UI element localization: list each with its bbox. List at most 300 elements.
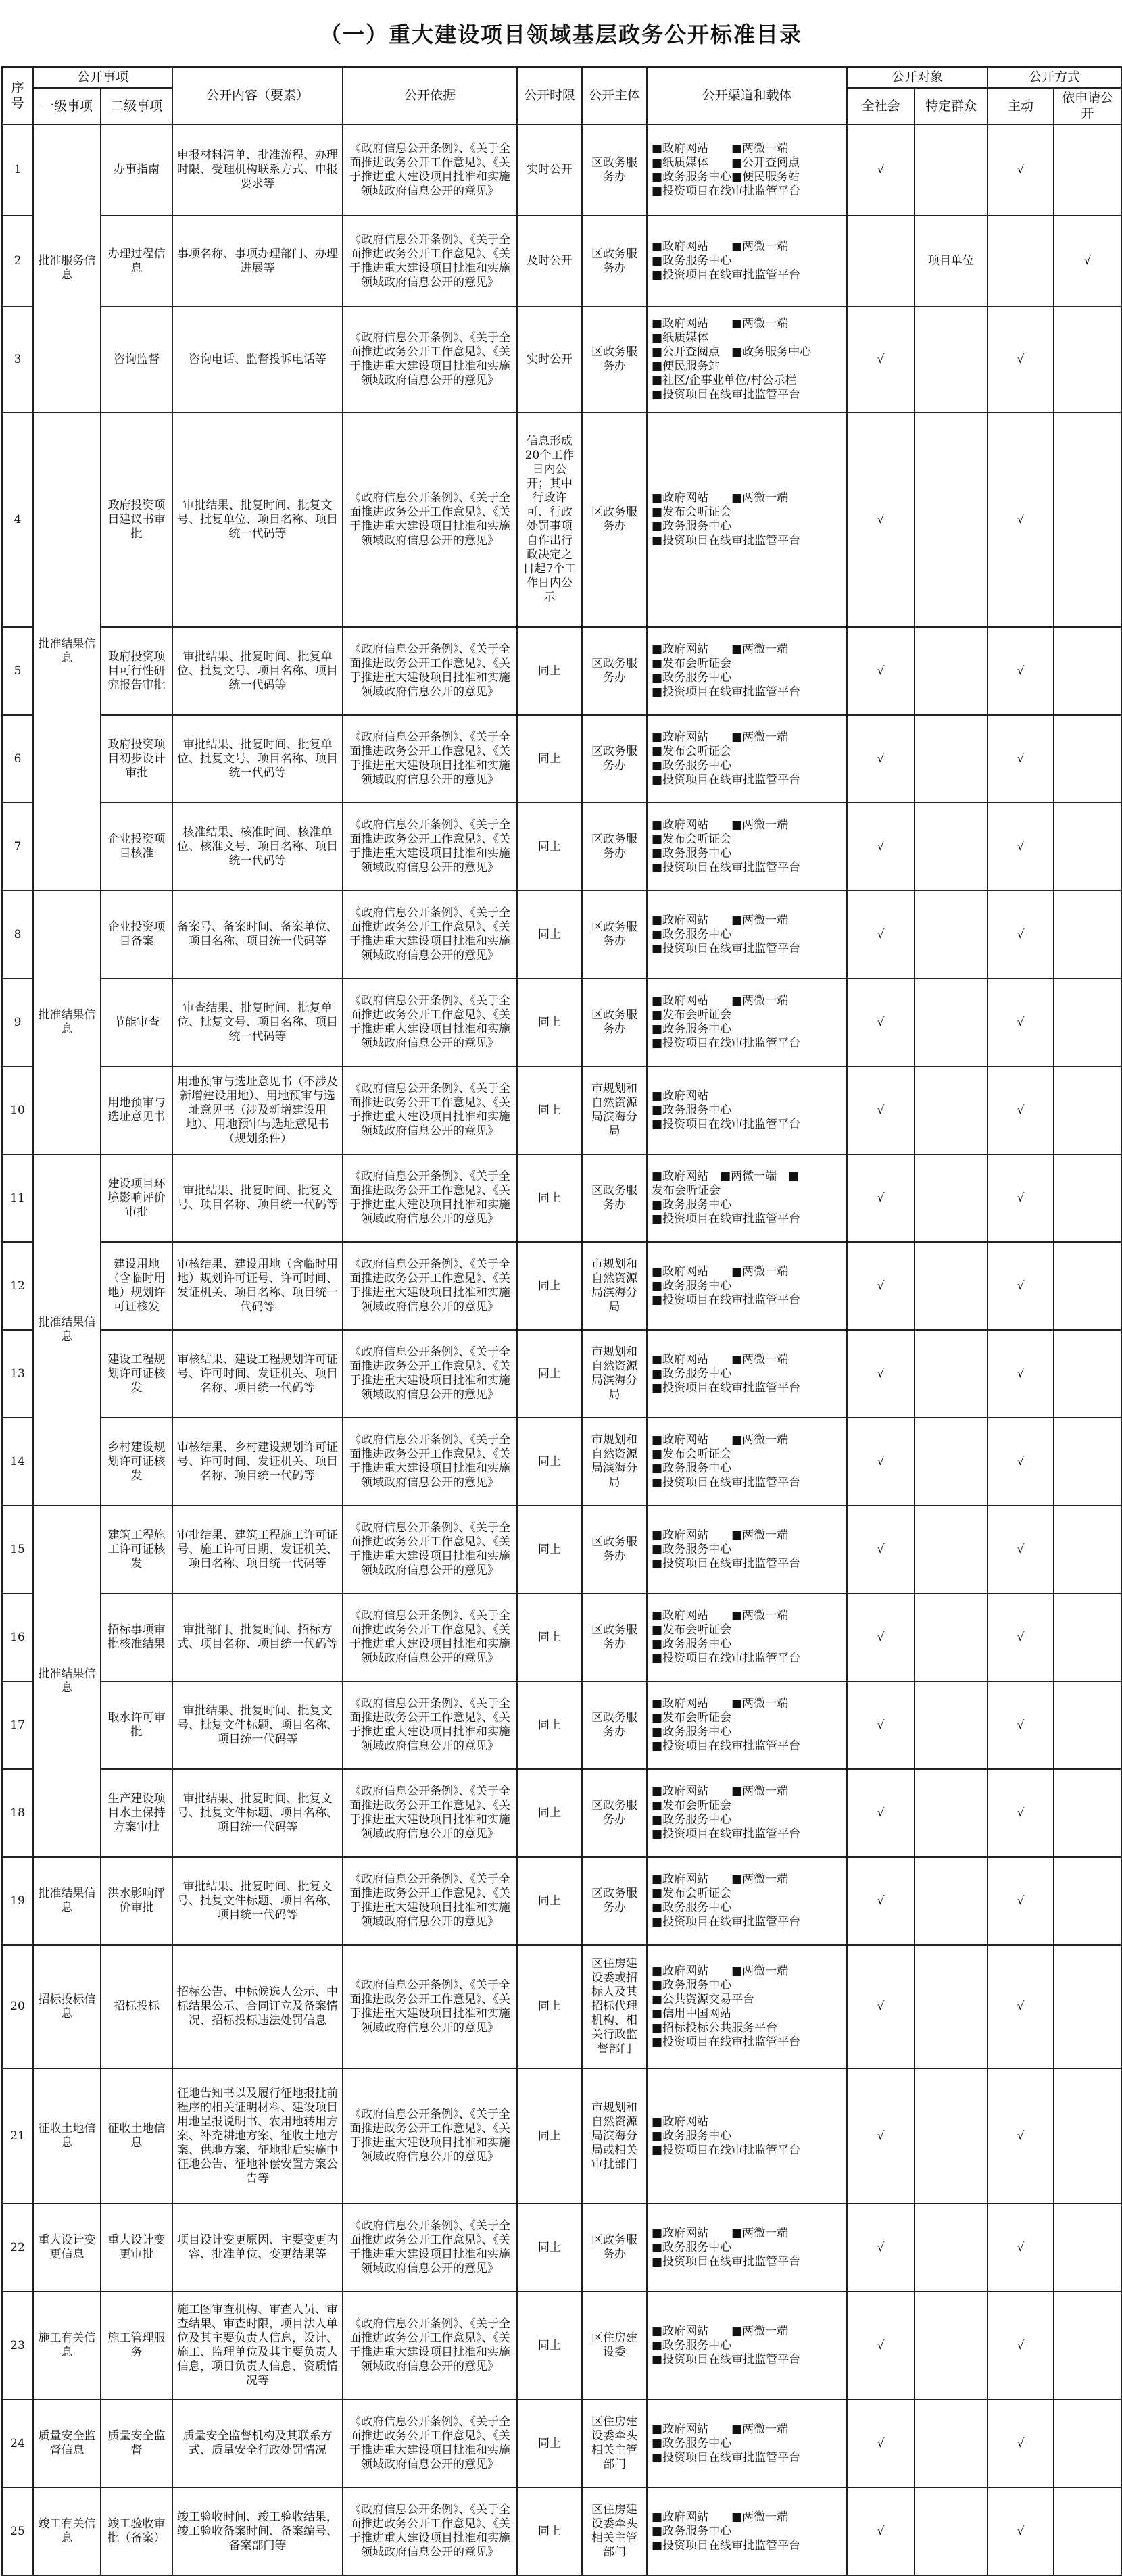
basis-cell: 《政府信息公开条例》、《关于全面推进政务公开工作意见》、《关于推进重大建设项目批准和实施领域政府信息公开的意见》 <box>343 715 517 803</box>
level2-item: 建筑工程施工许可证核发 <box>101 1506 172 1593</box>
request-check <box>1054 2487 1121 2575</box>
time-cell: 同上 <box>517 2069 582 2204</box>
channels-cell <box>647 307 847 412</box>
channel-line: ■政府网站 ■两微一端 <box>652 730 789 744</box>
level1-item: 征收土地信息 <box>33 2069 101 2204</box>
active-check: √ <box>987 627 1054 715</box>
row-number: 12 <box>2 1242 33 1330</box>
level2-item: 生产建设项目水土保持方案审批 <box>101 1769 172 1857</box>
basis-cell: 《政府信息公开条例》、《关于全面推进政务公开工作意见》、《关于推进重大建设项目批准和实施领域政府信息公开的意见》 <box>343 307 517 412</box>
content-cell: 招标公告、中标候选人公示、中标结果公示、合同订立及备案情况、招标投标违法处罚信息 <box>172 1945 343 2069</box>
subject-cell: 区政务服务办 <box>582 2204 647 2292</box>
subject-cell: 区住房建设委牵头相关主管部门 <box>582 2400 647 2487</box>
specific-group-cell <box>914 1769 987 1857</box>
channel-line: ■政务服务中心 <box>652 2338 732 2352</box>
channel-line: ■政府网站 ■两微一端 <box>652 1433 789 1447</box>
row-number: 2 <box>2 216 33 307</box>
basis-cell: 《政府信息公开条例》、《关于全面推进政务公开工作意见》、《关于推进重大建设项目批准和实施领域政府信息公开的意见》 <box>343 412 517 627</box>
channel-line: ■发布会听证会 <box>652 505 732 519</box>
subject-cell: 区政务服务办 <box>582 1857 647 1945</box>
time-cell: 同上 <box>517 1593 582 1681</box>
row-number: 21 <box>2 2069 33 2204</box>
channel-line: ■政务服务中心 <box>652 2240 732 2254</box>
content-cell: 审核结果、乡村建设规划许可证号、许可时间、发证机关、项目名称、项目统一代码等 <box>172 1418 343 1506</box>
active-check: √ <box>987 1418 1054 1506</box>
channel-line: ■政务服务中心 <box>652 2436 732 2450</box>
channel-line: ■招标投标公共服务平台 <box>652 2021 778 2035</box>
header-mode: 公开方式 <box>987 67 1121 88</box>
table-row <box>2 1154 1121 1242</box>
table-row <box>2 2292 1121 2400</box>
subject-cell: 区政务服务办 <box>582 891 647 979</box>
row-number: 6 <box>2 715 33 803</box>
basis-cell: 《政府信息公开条例》、《关于全面推进政务公开工作意见》、《关于推进重大建设项目批准和实施领域政府信息公开的意见》 <box>343 1681 517 1769</box>
channel-line: ■政务服务中心 <box>652 1542 732 1556</box>
channel-line: ■纸质媒体 <box>652 331 709 345</box>
active-check: √ <box>987 803 1054 891</box>
channel-line: ■政务服务中心 <box>652 1103 732 1117</box>
active-check: √ <box>987 1330 1054 1418</box>
all-society-check: √ <box>847 412 914 627</box>
content-cell: 审批结果、批复时间、批复单位、批复文号、项目名称、项目统一代码等 <box>172 627 343 715</box>
basis-cell: 《政府信息公开条例》、《关于全面推进政务公开工作意见》、《关于推进重大建设项目批准和实施领域政府信息公开的意见》 <box>343 1154 517 1242</box>
time-cell: 实时公开 <box>517 124 582 216</box>
time-cell: 同上 <box>517 803 582 891</box>
specific-group-cell <box>914 1681 987 1769</box>
all-society-check: √ <box>847 1681 914 1769</box>
content-cell: 质量安全监督机构及其联系方式、质量安全行政处罚情况 <box>172 2400 343 2487</box>
active-check: √ <box>987 2292 1054 2400</box>
content-cell: 审批结果、批复时间、批复文号、批复文件标题、项目名称、项目统一代码等 <box>172 1769 343 1857</box>
channel-line: ■投资项目在线审批监管平台 <box>652 861 801 874</box>
row-number: 22 <box>2 2204 33 2292</box>
active-check: √ <box>987 715 1054 803</box>
header-time: 公开时限 <box>517 67 582 124</box>
subject-cell: 区政务服务办 <box>582 124 647 216</box>
table-row <box>2 1593 1121 1681</box>
row-number: 10 <box>2 1066 33 1154</box>
request-check <box>1054 1945 1121 2069</box>
specific-group-cell <box>914 1154 987 1242</box>
row-number: 20 <box>2 1945 33 2069</box>
level2-item: 建设项目环境影响评价审批 <box>101 1154 172 1242</box>
page-title: （一）重大建设项目领域基层政务公开标准目录 <box>319 22 802 47</box>
active-check: √ <box>987 1593 1054 1681</box>
channel-line: ■政府网站 ■两微一端 <box>652 1697 789 1710</box>
channel-line: ■政务服务中心 <box>652 927 732 941</box>
time-cell: 实时公开 <box>517 307 582 412</box>
basis-cell: 《政府信息公开条例》、《关于全面推进政务公开工作意见》、《关于推进重大建设项目批准和实施领域政府信息公开的意见》 <box>343 1506 517 1593</box>
all-society-check: √ <box>847 2487 914 2575</box>
channel-line: ■政务服务中心 <box>652 2129 732 2143</box>
level2-item: 征收土地信息 <box>101 2069 172 2204</box>
time-cell: 同上 <box>517 1154 582 1242</box>
level2-item: 招标事项审批核准结果 <box>101 1593 172 1681</box>
subject-cell: 区政务服务办 <box>582 715 647 803</box>
table-row <box>2 979 1121 1066</box>
header-active: 主动 <box>987 88 1054 124</box>
channel-line: ■发布会听证会 <box>652 657 732 670</box>
subject-cell: 区政务服务办 <box>582 627 647 715</box>
table-row <box>2 1506 1121 1593</box>
basis-cell: 《政府信息公开条例》、《关于全面推进政务公开工作意见》、《关于推进重大建设项目批准和实施领域政府信息公开的意见》 <box>343 1593 517 1681</box>
channel-line: ■投资项目在线审批监管平台 <box>652 1739 801 1753</box>
time-cell: 及时公开 <box>517 216 582 307</box>
request-check <box>1054 124 1121 216</box>
row-number: 5 <box>2 627 33 715</box>
content-cell: 审核结果、建设工程规划许可证号、许可时间、发证机关、项目名称、项目统一代码等 <box>172 1330 343 1418</box>
time-cell: 同上 <box>517 2292 582 2400</box>
table-row <box>2 1418 1121 1506</box>
channel-line: ■政府网站 ■两微一端 <box>652 994 789 1008</box>
content-cell: 用地预审与选址意见书（不涉及新增建设用地）、用地预审与选址意见书（涉及新增建设用地）、用地预审与选址意见书（规划条件） <box>172 1066 343 1154</box>
content-cell: 施工图审查机构、审查人员、审查结果、审查时限，项目法人单位及其主要负责人信息，设计、施工、监理单位及其主要负责人信息，项目负责人信息、资质情况等 <box>172 2292 343 2400</box>
all-society-check: √ <box>847 1154 914 1242</box>
time-cell: 同上 <box>517 715 582 803</box>
channel-line: ■政府网站 ■两微一端 <box>652 1352 789 1366</box>
header-basis: 公开依据 <box>343 67 517 124</box>
channels-cell <box>647 2204 847 2292</box>
all-society-check: √ <box>847 2069 914 2204</box>
all-society-check: √ <box>847 2400 914 2487</box>
level2-item: 建设工程规划许可证核发 <box>101 1330 172 1418</box>
basis-cell: 《政府信息公开条例》、《关于全面推进政务公开工作意见》、《关于推进重大建设项目批准和实施领域政府信息公开的意见》 <box>343 2292 517 2400</box>
specific-group-cell <box>914 2292 987 2400</box>
table-row <box>2 1769 1121 1857</box>
specific-group-cell <box>914 412 987 627</box>
channel-line: ■发布会听证会 <box>652 1799 732 1812</box>
subject-cell: 市规划和自然资源局滨海分局 <box>582 1330 647 1418</box>
table-row <box>2 2204 1121 2292</box>
channel-line: ■投资项目在线审批监管平台 <box>652 1915 801 1929</box>
level2-item: 企业投资项目核准 <box>101 803 172 891</box>
active-check: √ <box>987 124 1054 216</box>
specific-group-cell <box>914 979 987 1066</box>
time-cell: 同上 <box>517 1506 582 1593</box>
specific-group-cell <box>914 1945 987 2069</box>
level1-item: 施工有关信息 <box>33 2292 101 2400</box>
channel-line: ■投资项目在线审批监管平台 <box>652 534 801 547</box>
channels-cell <box>647 1769 847 1857</box>
channel-line: ■发布会听证会 <box>652 1447 732 1461</box>
channel-line: ■便民服务站 <box>652 360 721 373</box>
row-number: 16 <box>2 1593 33 1681</box>
channel-line: ■发布会听证会 <box>652 1623 732 1637</box>
level1-item: 批准结果信息 <box>33 412 101 891</box>
level2-item: 乡村建设规划许可证核发 <box>101 1418 172 1506</box>
all-society-check: √ <box>847 1066 914 1154</box>
specific-group-cell <box>914 124 987 216</box>
table-row <box>2 2069 1121 2204</box>
channel-line: ■政府网站 ■两微一端 <box>652 643 789 656</box>
level2-item: 建设用地（含临时用地）规划许可证核发 <box>101 1242 172 1330</box>
active-check: √ <box>987 979 1054 1066</box>
level1-item: 竣工有关信息 <box>33 2487 101 2575</box>
header-level2: 二级事项 <box>101 88 172 124</box>
request-check <box>1054 1154 1121 1242</box>
channel-line: ■投资项目在线审批监管平台 <box>652 2352 801 2367</box>
request-check <box>1054 412 1121 627</box>
level2-item: 质量安全监督 <box>101 2400 172 2487</box>
specific-group-cell <box>914 1330 987 1418</box>
specific-group-cell <box>914 2400 987 2487</box>
channel-line: ■政务服务中心 <box>652 1366 732 1381</box>
basis-cell: 《政府信息公开条例》、《关于全面推进政务公开工作意见》、《关于推进重大建设项目批准和实施领域政府信息公开的意见》 <box>343 1242 517 1330</box>
time-cell: 信息形成20个工作日内公开；其中行政许可、行政处罚事项自作出行政决定之日起7个工作日内公示 <box>517 412 582 627</box>
content-cell: 竣工验收时间、竣工验收结果，竣工验收备案时间、备案编号、备案部门等 <box>172 2487 343 2575</box>
all-society-check: √ <box>847 715 914 803</box>
active-check: √ <box>987 1681 1054 1769</box>
subject-cell: 区政务服务办 <box>582 1769 647 1857</box>
row-number: 9 <box>2 979 33 1066</box>
header-level1: 一级事项 <box>33 88 101 124</box>
content-cell: 审批结果、批复时间、批复文号、项目名称、项目统一代码等 <box>172 1154 343 1242</box>
active-check: √ <box>987 891 1054 979</box>
row-number: 14 <box>2 1418 33 1506</box>
all-society-check: √ <box>847 1330 914 1418</box>
channel-line: ■政务服务中心 <box>652 254 732 268</box>
channel-line: ■政府网站 ■两微一端 <box>652 317 789 330</box>
channel-line: ■政府网站 ■两微一端 <box>652 913 789 927</box>
time-cell: 同上 <box>517 979 582 1066</box>
level2-item: 洪水影响评价审批 <box>101 1857 172 1945</box>
channel-line: ■信用中国网站 <box>652 2006 732 2021</box>
channel-line: ■投资项目在线审批监管平台 <box>652 2254 801 2269</box>
header-channels: 公开渠道和载体 <box>647 67 847 124</box>
table-row <box>2 2400 1121 2487</box>
channel-line: ■政务服务中心 <box>652 1637 732 1651</box>
channel-line: ■投资项目在线审批监管平台 <box>652 1037 801 1050</box>
content-cell: 事项名称、事项办理部门、办理进展等 <box>172 216 343 307</box>
basis-cell: 《政府信息公开条例》、《关于全面推进政务公开工作意见》、《关于推进重大建设项目批准和实施领域政府信息公开的意见》 <box>343 1857 517 1945</box>
channel-line: ■政务服务中心 <box>652 1725 732 1739</box>
row-number: 18 <box>2 1769 33 1857</box>
row-number: 11 <box>2 1154 33 1242</box>
specific-group-cell <box>914 2204 987 2292</box>
request-check <box>1054 1506 1121 1593</box>
all-society-check: √ <box>847 803 914 891</box>
specific-group-cell <box>914 715 987 803</box>
active-check: √ <box>987 2487 1054 2575</box>
time-cell: 同上 <box>517 2487 582 2575</box>
level1-item: 批准结果信息 <box>33 891 101 1154</box>
header-subject: 公开主体 <box>582 67 647 124</box>
channel-line: ■政府网站 ■两微一端 <box>652 240 789 253</box>
basis-cell: 《政府信息公开条例》、《关于全面推进政务公开工作意见》、《关于推进重大建设项目批准和实施领域政府信息公开的意见》 <box>343 627 517 715</box>
active-check: √ <box>987 1857 1054 1945</box>
channel-line: ■投资项目在线审批监管平台 <box>652 2035 801 2049</box>
level2-item: 政府投资项目初步设计审批 <box>101 715 172 803</box>
channel-line: ■投资项目在线审批监管平台 <box>652 1827 801 1841</box>
table-row <box>2 803 1121 891</box>
content-cell: 审批结果、批复时间、批复文号、批复文件标题、项目名称、项目统一代码等 <box>172 1681 343 1769</box>
all-society-check: √ <box>847 627 914 715</box>
subject-cell: 区政务服务办 <box>582 1681 647 1769</box>
request-check <box>1054 1330 1121 1418</box>
time-cell: 同上 <box>517 1681 582 1769</box>
level1-item: 批准结果信息 <box>33 1857 101 1945</box>
time-cell: 同上 <box>517 1418 582 1506</box>
basis-cell: 《政府信息公开条例》、《关于全面推进政务公开工作意见》、《关于推进重大建设项目批准和实施领域政府信息公开的意见》 <box>343 1066 517 1154</box>
level1-item: 招标投标信息 <box>33 1945 101 2069</box>
channel-line: ■政务服务中心 <box>652 1198 732 1212</box>
all-society-check: √ <box>847 2204 914 2292</box>
specific-group-cell <box>914 1857 987 1945</box>
channel-line: ■政府网站 <box>652 2114 709 2129</box>
channel-line: ■政府网站 ■两微一端 <box>652 1528 789 1542</box>
channel-line: ■政务服务中心 <box>652 520 732 533</box>
all-society-check: √ <box>847 1418 914 1506</box>
specific-group-cell: 项目单位 <box>914 216 987 307</box>
channel-line: ■政府网站 ■两微一端 <box>652 2324 789 2338</box>
level2-item: 用地预审与选址意见书 <box>101 1066 172 1154</box>
channel-line: ■政务服务中心 <box>652 1279 732 1293</box>
table-row <box>2 627 1121 715</box>
table-row <box>2 1945 1121 2069</box>
subject-cell: 市规划和自然资源局滨海分局 <box>582 1066 647 1154</box>
header-content: 公开内容（要素） <box>172 67 343 124</box>
specific-group-cell <box>914 1418 987 1506</box>
specific-group-cell <box>914 803 987 891</box>
active-check: √ <box>987 1066 1054 1154</box>
subject-cell: 区政务服务办 <box>582 412 647 627</box>
basis-cell: 《政府信息公开条例》、《关于全面推进政务公开工作意见》、《关于推进重大建设项目批准和实施领域政府信息公开的意见》 <box>343 1330 517 1418</box>
channels-cell <box>647 1945 847 2069</box>
row-number: 1 <box>2 124 33 216</box>
request-check <box>1054 715 1121 803</box>
all-society-check: √ <box>847 1593 914 1681</box>
request-check <box>1054 2069 1121 2204</box>
channel-line: ■投资项目在线审批监管平台 <box>652 685 801 699</box>
channel-line: ■政务服务中心 <box>652 2524 732 2538</box>
row-number: 8 <box>2 891 33 979</box>
level2-item: 咨询监督 <box>101 307 172 412</box>
channel-line: ■政务服务中心 <box>652 759 732 772</box>
basis-cell: 《政府信息公开条例》、《关于全面推进政务公开工作意见》、《关于推进重大建设项目批准和实施领域政府信息公开的意见》 <box>343 1769 517 1857</box>
active-check: √ <box>987 307 1054 412</box>
request-check <box>1054 979 1121 1066</box>
level2-item: 节能审查 <box>101 979 172 1066</box>
table-row <box>2 412 1121 627</box>
active-check: √ <box>987 1769 1054 1857</box>
basis-cell: 《政府信息公开条例》、《关于全面推进政务公开工作意见》、《关于推进重大建设项目批准和实施领域政府信息公开的意见》 <box>343 2487 517 2575</box>
all-society-check: √ <box>847 979 914 1066</box>
content-cell: 申报材料清单、批准流程、办理时限、受理机构联系方式、申报要求等 <box>172 124 343 216</box>
channel-line: ■政务服务中心 <box>652 1022 732 1036</box>
channels-cell <box>647 1066 847 1154</box>
basis-cell: 《政府信息公开条例》、《关于全面推进政务公开工作意见》、《关于推进重大建设项目批准和实施领域政府信息公开的意见》 <box>343 216 517 307</box>
table-row <box>2 891 1121 979</box>
subject-cell: 区政务服务办 <box>582 979 647 1066</box>
channel-line: ■政务服务中心 <box>652 1462 732 1475</box>
level2-item: 政府投资项目建议书审批 <box>101 412 172 627</box>
all-society-check <box>847 216 914 307</box>
channels-cell <box>647 124 847 216</box>
table-row <box>2 307 1121 412</box>
channel-line: ■政府网站 ■两微一端 <box>652 141 789 155</box>
channel-line: ■投资项目在线审批监管平台 <box>652 1652 801 1665</box>
channels-cell <box>647 1330 847 1418</box>
all-society-check: √ <box>847 1242 914 1330</box>
all-society-check: √ <box>847 1945 914 2069</box>
basis-cell: 《政府信息公开条例》、《关于全面推进政务公开工作意见》、《关于推进重大建设项目批准和实施领域政府信息公开的意见》 <box>343 979 517 1066</box>
channel-line: ■投资项目在线审批监管平台 <box>652 1212 801 1226</box>
channel-line: ■投资项目在线审批监管平台 <box>652 1117 801 1131</box>
channels-cell <box>647 2400 847 2487</box>
channels-cell <box>647 891 847 979</box>
channel-line: ■政府网站 ■两微一端 ■ <box>652 1170 800 1183</box>
level1-item: 批准结果信息 <box>33 1506 101 1857</box>
active-check: √ <box>987 2069 1054 2204</box>
all-society-check: √ <box>847 1506 914 1593</box>
basis-cell: 《政府信息公开条例》、《关于全面推进政务公开工作意见》、《关于推进重大建设项目批准和实施领域政府信息公开的意见》 <box>343 2069 517 2204</box>
specific-group-cell <box>914 891 987 979</box>
channel-line: ■纸质媒体 ■公开查阅点 <box>652 155 800 170</box>
table-row <box>2 1857 1121 1945</box>
time-cell: 同上 <box>517 1242 582 1330</box>
request-check <box>1054 1769 1121 1857</box>
table-row <box>2 715 1121 803</box>
level2-item: 企业投资项目备案 <box>101 891 172 979</box>
level2-item: 招标投标 <box>101 1945 172 2069</box>
active-check: √ <box>987 2204 1054 2292</box>
content-cell: 审核结果、建设用地（含临时用地）规划许可证号、许可时间、发证机关、项目名称、项目统一代码等 <box>172 1242 343 1330</box>
content-cell: 咨询电话、监督投诉电话等 <box>172 307 343 412</box>
all-society-check: √ <box>847 1769 914 1857</box>
level2-item: 办事指南 <box>101 124 172 216</box>
header-audience: 公开对象 <box>847 67 987 88</box>
content-cell: 审批结果、建筑工程施工许可证号、施工许可日期、发证机关、项目名称、项目统一代码等 <box>172 1506 343 1593</box>
active-check: √ <box>987 412 1054 627</box>
header-specific: 特定群众 <box>914 88 987 124</box>
specific-group-cell <box>914 1593 987 1681</box>
header-request: 依申请公开 <box>1054 88 1121 124</box>
subject-cell: 区政务服务办 <box>582 1154 647 1242</box>
basis-cell: 《政府信息公开条例》、《关于全面推进政务公开工作意见》、《关于推进重大建设项目批准和实施领域政府信息公开的意见》 <box>343 803 517 891</box>
channel-line: ■发布会听证会 <box>652 833 732 846</box>
channels-cell <box>647 2487 847 2575</box>
request-check <box>1054 2204 1121 2292</box>
header-seq: 序号 <box>2 67 33 124</box>
all-society-check: √ <box>847 891 914 979</box>
table-body <box>2 124 1121 2575</box>
content-cell: 审批部门、批复时间、招标方式、项目名称、项目统一代码等 <box>172 1593 343 1681</box>
table-header <box>2 67 1121 124</box>
level2-item: 办理过程信息 <box>101 216 172 307</box>
level1-item: 质量安全监督信息 <box>33 2400 101 2487</box>
request-check <box>1054 891 1121 979</box>
request-check <box>1054 1681 1121 1769</box>
channel-line: ■投资项目在线审批监管平台 <box>652 1556 801 1570</box>
channel-line: ■政务服务中心 <box>652 1813 732 1827</box>
channel-line: ■投资项目在线审批监管平台 <box>652 184 801 198</box>
channels-cell <box>647 1593 847 1681</box>
subject-cell: 市规划和自然资源局滨海分局 <box>582 1242 647 1330</box>
channels-cell <box>647 1681 847 1769</box>
channel-line: ■投资项目在线审批监管平台 <box>652 1381 801 1395</box>
row-number: 3 <box>2 307 33 412</box>
channels-cell <box>647 1506 847 1593</box>
channel-line: ■投资项目在线审批监管平台 <box>652 941 801 956</box>
request-check <box>1054 1857 1121 1945</box>
time-cell: 同上 <box>517 1857 582 1945</box>
channel-line: 发布会听证会 <box>652 1184 721 1197</box>
channel-line: ■投资项目在线审批监管平台 <box>652 773 801 787</box>
channels-cell <box>647 803 847 891</box>
channels-cell <box>647 1857 847 1945</box>
channel-line: ■政府网站 ■两微一端 <box>652 2422 789 2436</box>
basis-cell: 《政府信息公开条例》、《关于全面推进政务公开工作意见》、《关于推进重大建设项目批准和实施领域政府信息公开的意见》 <box>343 1945 517 2069</box>
